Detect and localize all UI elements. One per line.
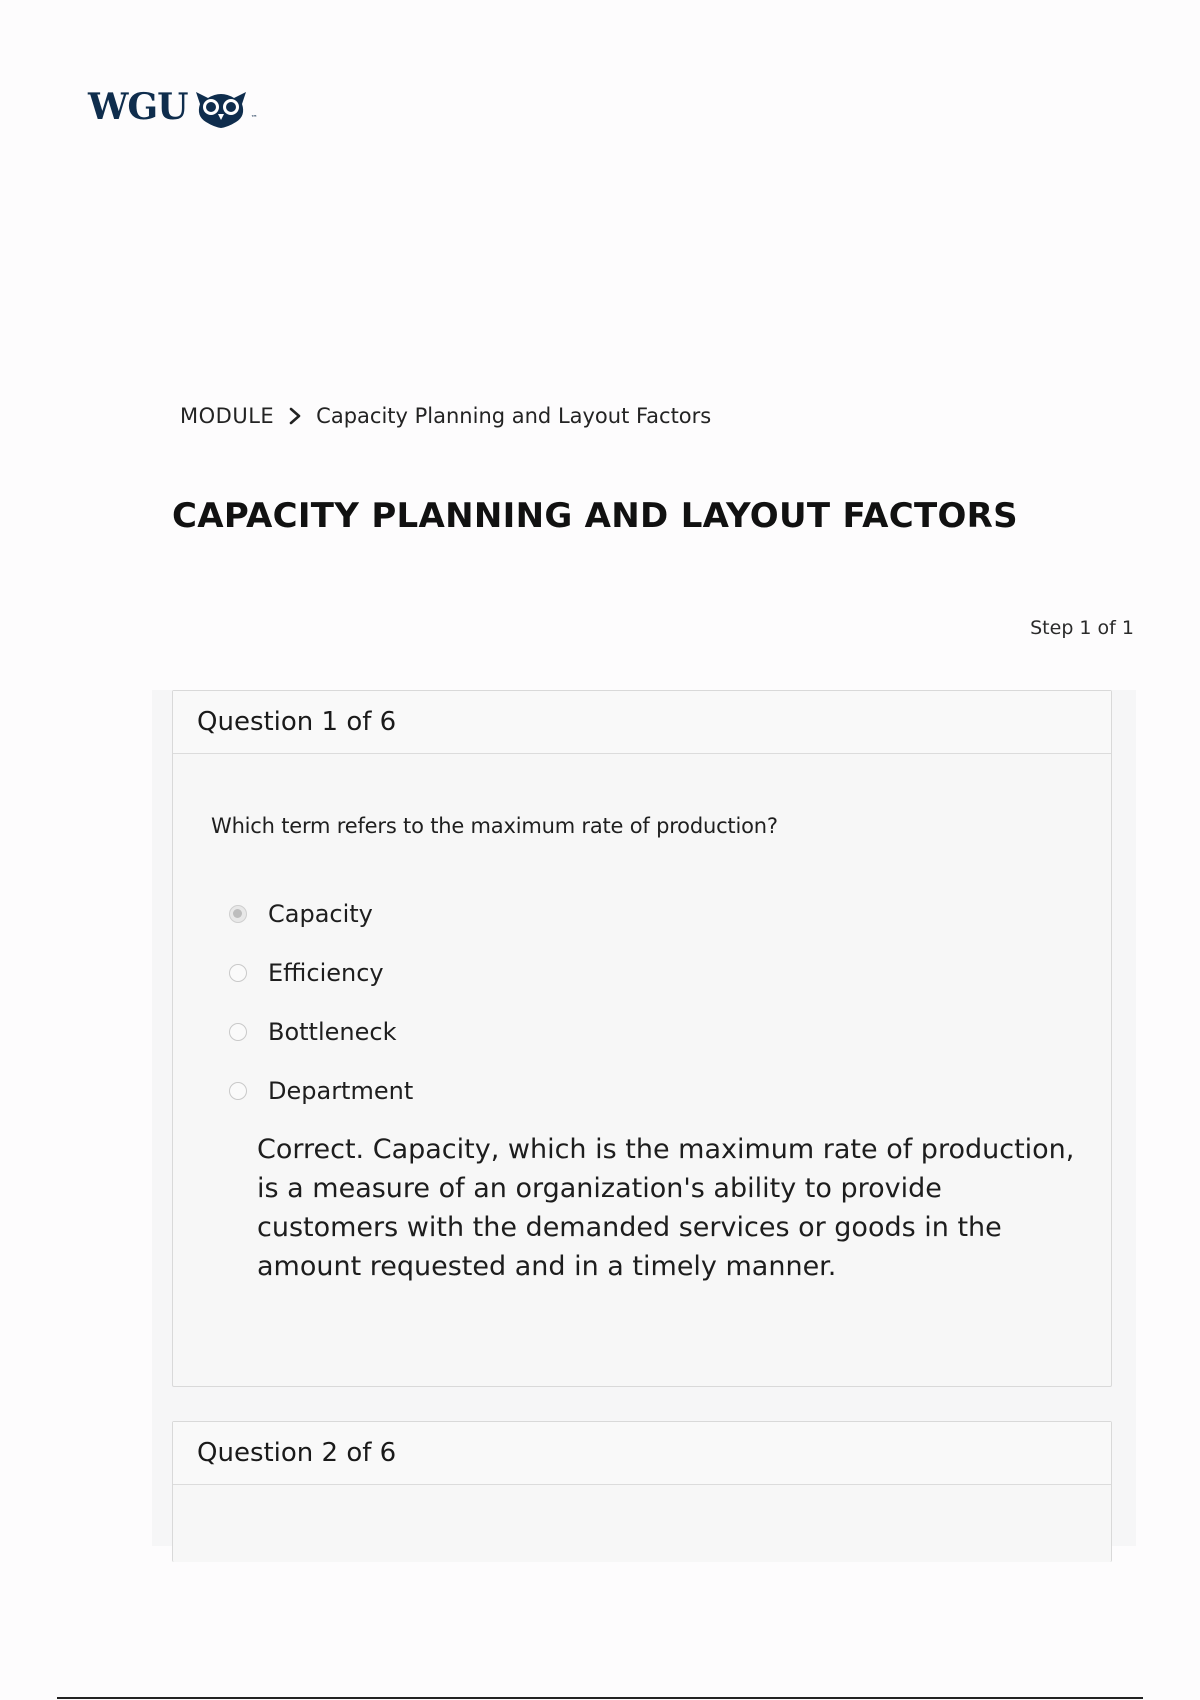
question-header: Question 1 of 6 bbox=[173, 691, 1111, 754]
radio-unselected[interactable] bbox=[229, 1082, 247, 1100]
logo-text: WGU bbox=[88, 86, 188, 128]
chevron-right-icon bbox=[288, 407, 302, 425]
option-capacity[interactable] bbox=[229, 884, 413, 943]
question-header: Question 2 of 6 bbox=[173, 1422, 1111, 1485]
breadcrumb-current: Capacity Planning and Layout Factors bbox=[316, 404, 712, 428]
page-title: CAPACITY PLANNING AND LAYOUT FACTORS bbox=[172, 496, 1018, 536]
owl-icon bbox=[192, 86, 250, 128]
option-efficiency[interactable] bbox=[229, 943, 413, 1002]
option-label: Bottleneck bbox=[268, 1017, 397, 1046]
option-bottleneck[interactable] bbox=[229, 1002, 413, 1061]
radio-unselected[interactable] bbox=[229, 1023, 247, 1041]
breadcrumb bbox=[180, 404, 711, 428]
option-department[interactable] bbox=[229, 1061, 413, 1120]
radio-selected[interactable] bbox=[229, 905, 247, 923]
question-text: Which term refers to the maximum rate of production? bbox=[211, 814, 778, 838]
wgu-logo bbox=[88, 84, 258, 130]
answer-feedback: Correct. Capacity, which is the maximum rate of production, is a measure of an organization's ability to provide customers with the demanded services or goods in the amount requested and in a timely manner. bbox=[257, 1134, 1075, 1282]
radio-unselected[interactable] bbox=[229, 964, 247, 982]
page-divider bbox=[57, 1697, 1143, 1699]
answer-options bbox=[229, 884, 413, 1120]
step-indicator: Step 1 of 1 bbox=[1030, 617, 1134, 639]
question-panel bbox=[152, 690, 1136, 1546]
breadcrumb-module-link[interactable]: MODULE bbox=[180, 404, 275, 428]
option-label: Capacity bbox=[268, 899, 373, 928]
option-label: Efficiency bbox=[268, 958, 384, 987]
question-card bbox=[172, 1421, 1112, 1562]
question-card bbox=[172, 690, 1112, 1387]
option-label: Department bbox=[268, 1076, 414, 1105]
trademark-mark: ™ bbox=[250, 114, 258, 122]
